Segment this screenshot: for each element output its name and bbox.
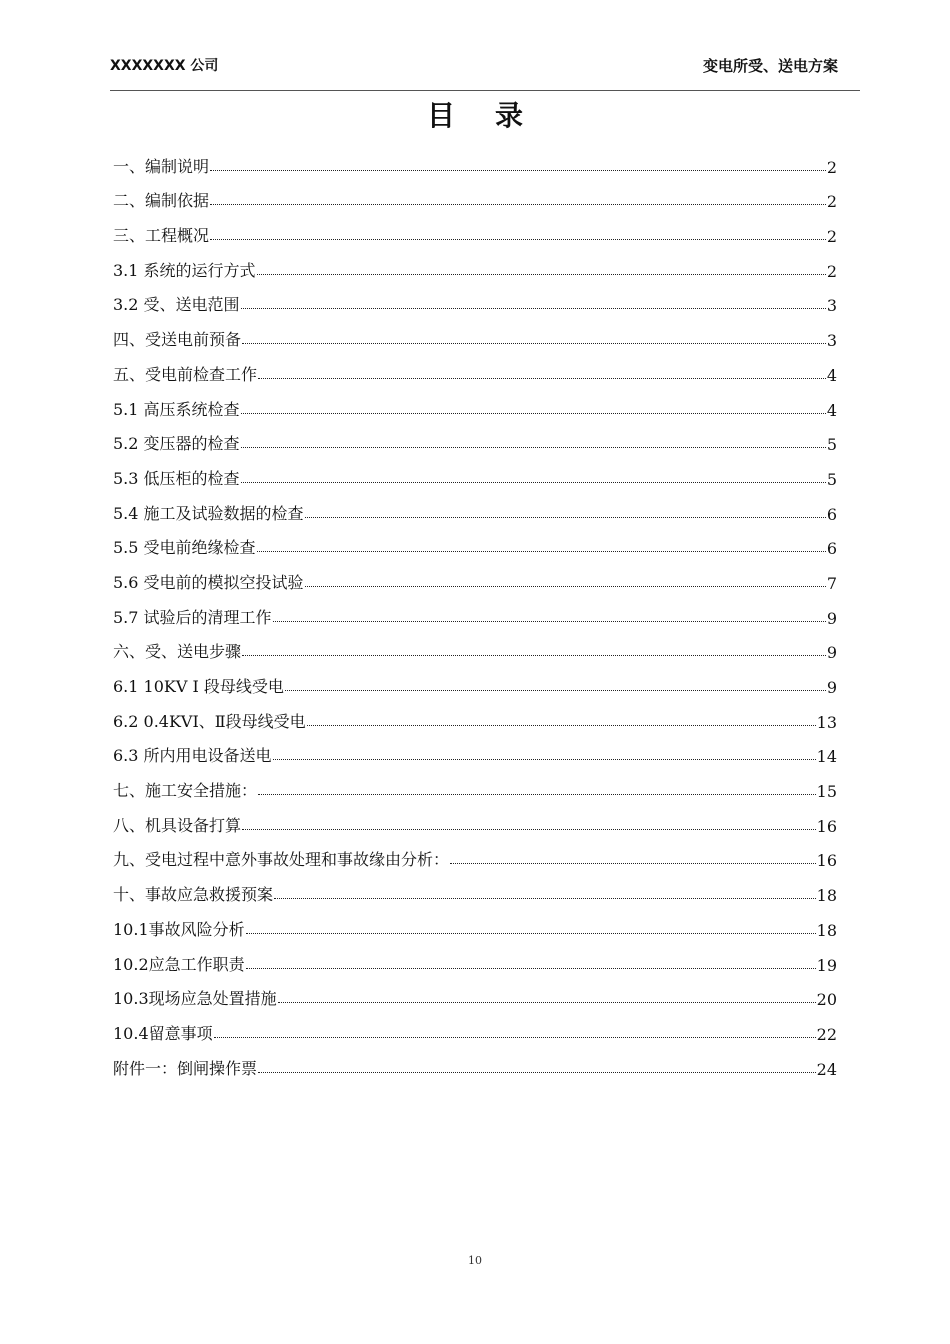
toc-entry-label: 5.6 受电前的模拟空投试验 xyxy=(113,572,304,592)
toc-dot-leader xyxy=(241,482,826,483)
toc-entry-label: 10.1事故风险分析 xyxy=(113,919,245,939)
toc-dot-leader xyxy=(258,794,816,795)
toc-entry-page: 18 xyxy=(816,886,837,906)
toc-entry[interactable] xyxy=(113,628,837,663)
toc-entry-label: 六、受、送电步骤 xyxy=(113,642,242,662)
toc-entry-page: 7 xyxy=(826,573,837,593)
toc-entry-page: 4 xyxy=(826,400,837,420)
toc-entry[interactable] xyxy=(113,558,837,593)
toc-entry-page: 13 xyxy=(816,712,837,732)
toc-entry-label: 6.2 0.4KVⅠ、Ⅱ段母线受电 xyxy=(113,711,306,731)
toc-entry-label: 三、工程概况 xyxy=(113,226,210,246)
toc-entry-page: 5 xyxy=(826,469,837,489)
toc-entry-page: 9 xyxy=(826,608,837,628)
toc-entry[interactable] xyxy=(113,732,837,767)
toc-entry-label: 10.3现场应急处置措施 xyxy=(113,989,277,1009)
toc-entry-page: 14 xyxy=(816,747,837,767)
toc-dot-leader xyxy=(273,621,826,622)
toc-entry-label: 四、受送电前预备 xyxy=(113,330,242,350)
toc-dot-leader xyxy=(257,551,826,552)
toc-dot-leader xyxy=(246,968,816,969)
toc-entry-label: 6.3 所内用电设备送电 xyxy=(113,746,272,766)
toc-entry-label: 5.7 试验后的清理工作 xyxy=(113,607,272,627)
page-number: 10 xyxy=(468,1254,482,1267)
toc-dot-leader xyxy=(210,204,826,205)
toc-entry[interactable] xyxy=(113,975,837,1010)
toc-entry-page: 16 xyxy=(816,851,837,871)
toc-entry[interactable] xyxy=(113,142,837,177)
toc-entry[interactable] xyxy=(113,662,837,697)
toc-entry[interactable] xyxy=(113,281,837,316)
toc-dot-leader xyxy=(242,655,826,656)
toc-entry-label: 5.3 低压柜的检查 xyxy=(113,468,240,488)
toc-dot-leader xyxy=(305,586,826,587)
toc-entry-label: 6.1 10KV Ⅰ 段母线受电 xyxy=(113,677,284,696)
toc-dot-leader xyxy=(307,725,816,726)
toc-entry-label: 5.4 施工及试验数据的检查 xyxy=(113,503,304,523)
toc-dot-leader xyxy=(214,1037,816,1038)
table-of-contents xyxy=(113,142,837,1079)
document-title: 变电所受、送电方案 xyxy=(702,57,838,75)
toc-entry-label: 二、编制依据 xyxy=(113,191,210,211)
toc-entry[interactable] xyxy=(113,940,837,975)
company-name: XXXXXXX 公司 xyxy=(110,58,219,74)
toc-entry-page: 16 xyxy=(816,816,837,836)
toc-entry[interactable] xyxy=(113,1044,837,1079)
toc-entry[interactable] xyxy=(113,454,837,489)
toc-entry[interactable] xyxy=(113,524,837,559)
toc-dot-leader xyxy=(257,274,826,275)
toc-entry[interactable] xyxy=(113,489,837,524)
toc-dot-leader xyxy=(258,1072,816,1073)
toc-entry-page: 15 xyxy=(816,782,837,802)
toc-dot-leader xyxy=(305,517,826,518)
toc-entry-page: 5 xyxy=(826,435,837,455)
toc-dot-leader xyxy=(258,378,826,379)
toc-entry[interactable] xyxy=(113,315,837,350)
toc-entry-page: 9 xyxy=(826,643,837,663)
toc-entry-page: 4 xyxy=(826,365,837,385)
toc-entry-label: 十、事故应急救援预案 xyxy=(113,885,274,905)
toc-entry-label: 5.5 受电前绝缘检查 xyxy=(113,538,256,558)
toc-dot-leader xyxy=(274,898,816,899)
toc-entry-label: 五、受电前检查工作 xyxy=(113,364,258,384)
toc-entry-label: 九、受电过程中意外事故处理和事故缘由分析： xyxy=(113,850,450,870)
toc-dot-leader xyxy=(242,829,816,830)
toc-title: 目录 xyxy=(426,99,563,132)
toc-entry-label: 七、施工安全措施： xyxy=(113,781,258,801)
page-header xyxy=(110,52,860,91)
toc-entry-page: 6 xyxy=(826,504,837,524)
toc-dot-leader xyxy=(241,447,826,448)
toc-entry-page: 22 xyxy=(816,1024,837,1044)
toc-entry[interactable] xyxy=(113,593,837,628)
toc-entry-label: 一、编制说明 xyxy=(113,156,210,176)
toc-dot-leader xyxy=(278,1002,816,1003)
toc-entry[interactable] xyxy=(113,870,837,905)
toc-entry-page: 3 xyxy=(826,296,837,316)
toc-entry-page: 6 xyxy=(826,539,837,559)
toc-entry-label: 10.2应急工作职责 xyxy=(113,954,245,974)
toc-entry[interactable] xyxy=(113,350,837,385)
toc-entry[interactable] xyxy=(113,177,837,212)
toc-dot-leader xyxy=(241,413,826,414)
toc-entry-page: 2 xyxy=(826,227,837,247)
toc-dot-leader xyxy=(246,933,816,934)
toc-entry[interactable] xyxy=(113,420,837,455)
toc-dot-leader xyxy=(242,343,826,344)
toc-entry[interactable] xyxy=(113,385,837,420)
toc-entry-page: 2 xyxy=(826,261,837,281)
toc-entry-page: 24 xyxy=(816,1059,837,1079)
toc-entry-label: 附件一：倒闸操作票 xyxy=(113,1058,258,1078)
toc-entry-label: 10.4留意事项 xyxy=(113,1023,213,1043)
toc-entry-page: 18 xyxy=(816,920,837,940)
toc-entry[interactable] xyxy=(113,211,837,246)
toc-entry[interactable] xyxy=(113,1009,837,1044)
toc-dot-leader xyxy=(210,239,826,240)
toc-entry-label: 5.2 变压器的检查 xyxy=(113,434,240,454)
toc-entry-page: 2 xyxy=(826,192,837,212)
toc-entry[interactable] xyxy=(113,905,837,940)
toc-entry[interactable] xyxy=(113,246,837,281)
toc-dot-leader xyxy=(273,759,816,760)
toc-entry[interactable] xyxy=(113,697,837,732)
toc-entry-page: 9 xyxy=(826,678,837,697)
toc-entry-page: 3 xyxy=(826,331,837,351)
toc-dot-leader xyxy=(241,308,826,309)
toc-entry[interactable] xyxy=(113,766,837,801)
toc-entry-label: 八、机具设备打算 xyxy=(113,815,242,835)
toc-entry-page: 20 xyxy=(816,990,837,1010)
toc-entry-label: 3.1 系统的运行方式 xyxy=(113,260,256,280)
toc-entry-page: 19 xyxy=(816,955,837,975)
toc-dot-leader xyxy=(210,170,826,171)
toc-entry-label: 5.1 高压系统检查 xyxy=(113,399,240,419)
toc-entry[interactable] xyxy=(113,801,837,836)
toc-entry[interactable] xyxy=(113,836,837,871)
toc-entry-label: 3.2 受、送电范围 xyxy=(113,295,240,315)
toc-dot-leader xyxy=(450,863,816,864)
toc-entry-page: 2 xyxy=(826,157,837,177)
toc-dot-leader xyxy=(285,690,826,691)
